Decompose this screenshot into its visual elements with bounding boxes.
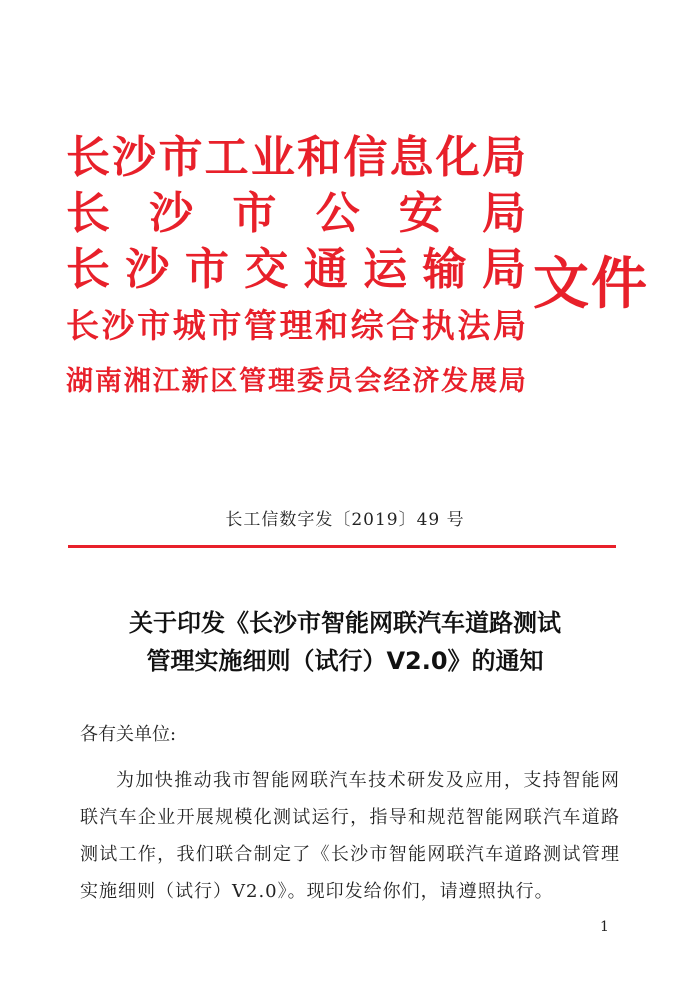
issuer-char: 局	[481, 132, 526, 183]
issuer-char: 市	[184, 244, 229, 295]
issuer-char: 局	[481, 244, 526, 295]
issuer-char: 局	[492, 306, 526, 345]
issuer-xiangjiang-economic-bureau	[66, 354, 526, 410]
issuer-char: 城	[172, 306, 206, 345]
issuer-char: 交	[244, 244, 289, 295]
issuer-char: 长	[66, 244, 110, 295]
issuer-char: 公	[315, 188, 360, 239]
issuer-char: 和	[315, 306, 349, 345]
issuer-char: 化	[435, 132, 480, 183]
red-divider	[68, 545, 616, 548]
body-paragraph: 为加快推动我市智能网联汽车技术研发及应用，支持智能网联汽车企业开展规模化测试运行，指导和规范智能网联汽车道路测试工作，我们联合制定了《长沙市智能网联汽车道路测试管理实施细则（试行）V2.0》。现印发给你们，请遵照执行。	[80, 770, 620, 902]
issuer-char: 委	[296, 366, 324, 397]
issuer-char: 展	[470, 366, 498, 397]
issuer-char: 综	[350, 306, 384, 345]
issuer-char: 理	[268, 366, 296, 397]
issuer-char: 市	[208, 306, 242, 345]
page-number: 1	[600, 919, 609, 935]
issuer-char: 沙	[149, 188, 194, 239]
issuer-char: 息	[389, 132, 434, 183]
issuer-char: 员	[325, 366, 353, 397]
document-label: 文件	[533, 251, 649, 317]
issuer-char: 沙	[125, 244, 170, 295]
issuer-char: 管	[243, 306, 277, 345]
issuer-char: 安	[398, 188, 443, 239]
issuer-char: 新	[181, 366, 209, 397]
issuer-char: 发	[441, 366, 469, 397]
issuer-char: 市	[137, 306, 171, 345]
issuer-char: 合	[386, 306, 420, 345]
issuer-char: 沙	[112, 132, 157, 183]
issuer-char: 会	[354, 366, 382, 397]
issuer-char: 经	[383, 366, 411, 397]
issuer-char: 江	[152, 366, 180, 397]
issuer-char: 和	[297, 132, 342, 183]
issuer-transport-bureau	[66, 242, 526, 298]
issuer-char: 区	[210, 366, 238, 397]
document-number: 长工信数字发〔2019〕49 号	[225, 510, 465, 530]
issuer-char: 输	[422, 244, 467, 295]
issuer-char: 运	[363, 244, 408, 295]
salutation: 各有关单位:	[80, 724, 177, 745]
issuer-char: 长	[66, 306, 99, 345]
issuer-industry-it-bureau	[66, 130, 526, 186]
issuer-char: 业	[250, 132, 295, 183]
issuer-char: 理	[279, 306, 313, 345]
issuer-char: 沙	[101, 306, 135, 345]
issuer-urban-management-bureau	[66, 298, 526, 354]
issuer-char: 局	[498, 366, 526, 397]
issuer-char: 执	[421, 306, 455, 345]
issuer-char: 湘	[123, 366, 151, 397]
issuer-public-security-bureau	[66, 186, 526, 242]
title-line-2: 管理实施细则（试行）V2.0》的通知	[146, 647, 544, 675]
issuer-char: 济	[412, 366, 440, 397]
issuer-char: 工	[204, 132, 249, 183]
issuer-char: 市	[158, 132, 203, 183]
issuer-char: 信	[343, 132, 388, 183]
issuer-char: 南	[94, 366, 122, 397]
issuer-char: 长	[66, 132, 110, 183]
title-line-1: 关于印发《长沙市智能网联汽车道路测试	[129, 609, 561, 637]
document-title	[60, 604, 630, 680]
issuing-authorities	[66, 130, 526, 410]
issuer-char: 管	[239, 366, 267, 397]
issuer-char: 局	[481, 188, 526, 239]
issuer-char: 湖	[66, 366, 93, 397]
issuer-char: 长	[66, 188, 110, 239]
issuer-char: 市	[232, 188, 277, 239]
issuer-char: 法	[457, 306, 491, 345]
issuer-char: 通	[303, 244, 348, 295]
